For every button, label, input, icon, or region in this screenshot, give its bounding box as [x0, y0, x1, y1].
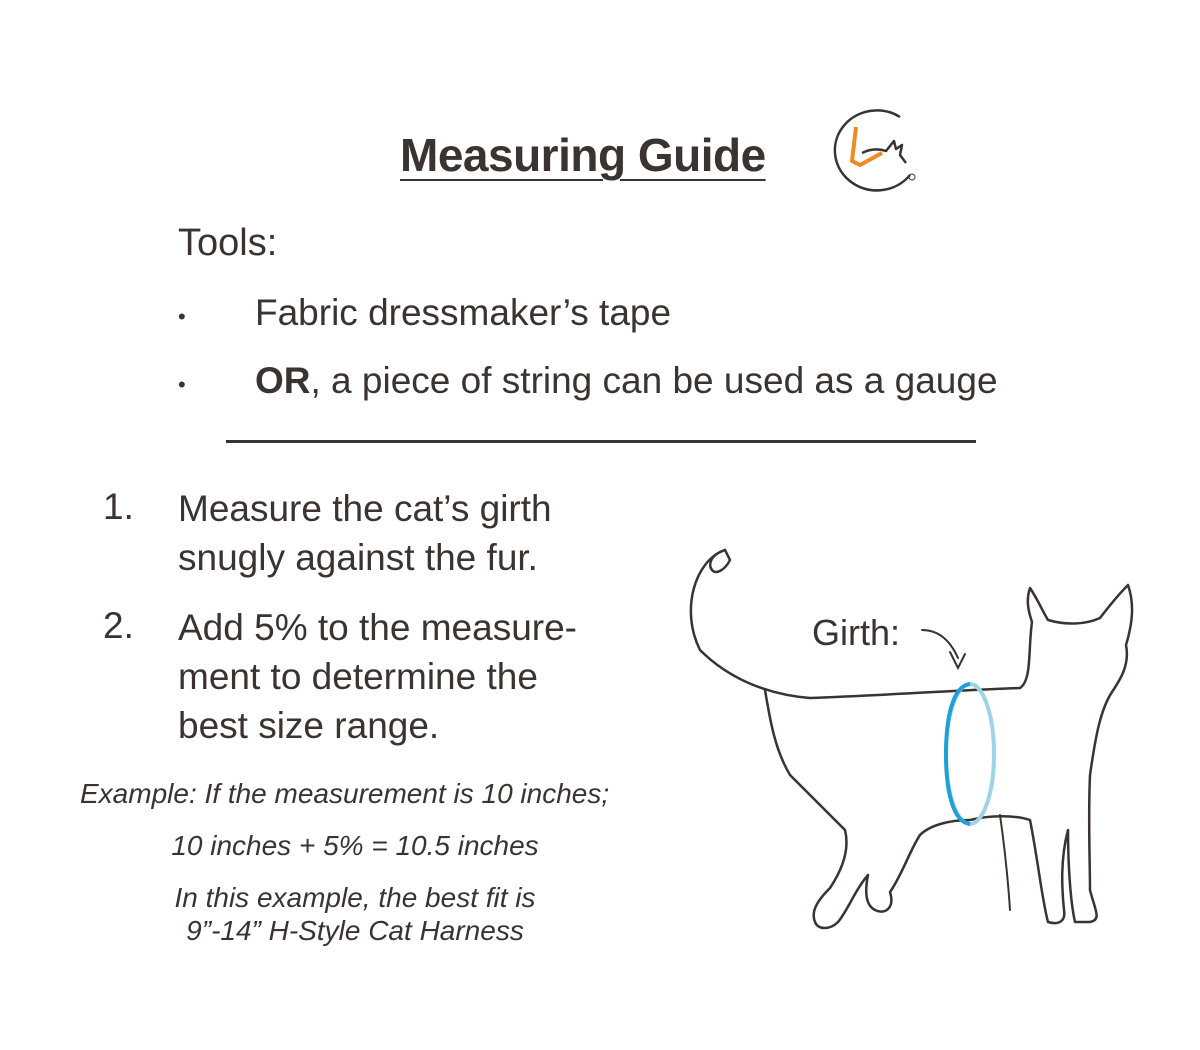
tool-item-bold: OR: [255, 360, 311, 401]
example-line: 10 inches + 5% = 10.5 inches: [171, 830, 539, 861]
page-title: Measuring Guide: [400, 129, 766, 181]
step-line: snugly against the fur.: [178, 537, 538, 578]
brand-logo-icon: [822, 105, 922, 200]
tool-item: [255, 292, 671, 334]
example-line: Example: If the measurement is 10 inches;: [80, 778, 610, 809]
tool-item: [255, 360, 998, 402]
step-line: ment to determine the: [178, 656, 538, 697]
tools-heading: Tools:: [178, 222, 278, 264]
section-divider: [226, 440, 976, 443]
step-line: Add 5% to the measure-: [178, 607, 577, 648]
cat-outline-icon: [670, 530, 1150, 950]
step-line: Measure the cat’s girth: [178, 488, 552, 529]
bullet-icon: •: [178, 304, 186, 329]
girth-label: Girth:: [812, 612, 901, 653]
step-number: 2.: [103, 605, 134, 646]
tool-item-text: Fabric dressmaker’s tape: [255, 292, 672, 333]
example-line: In this example, the best fit is: [174, 882, 536, 913]
step-number: 1.: [103, 486, 134, 527]
bullet-icon: •: [178, 372, 186, 397]
step-text: [178, 603, 577, 750]
step-text: [178, 484, 552, 582]
step-line: best size range.: [178, 705, 440, 746]
tool-item-text: , a piece of string can be used as a gauge: [310, 360, 998, 401]
example-line: 9”-14” H-Style Cat Harness: [186, 915, 524, 946]
